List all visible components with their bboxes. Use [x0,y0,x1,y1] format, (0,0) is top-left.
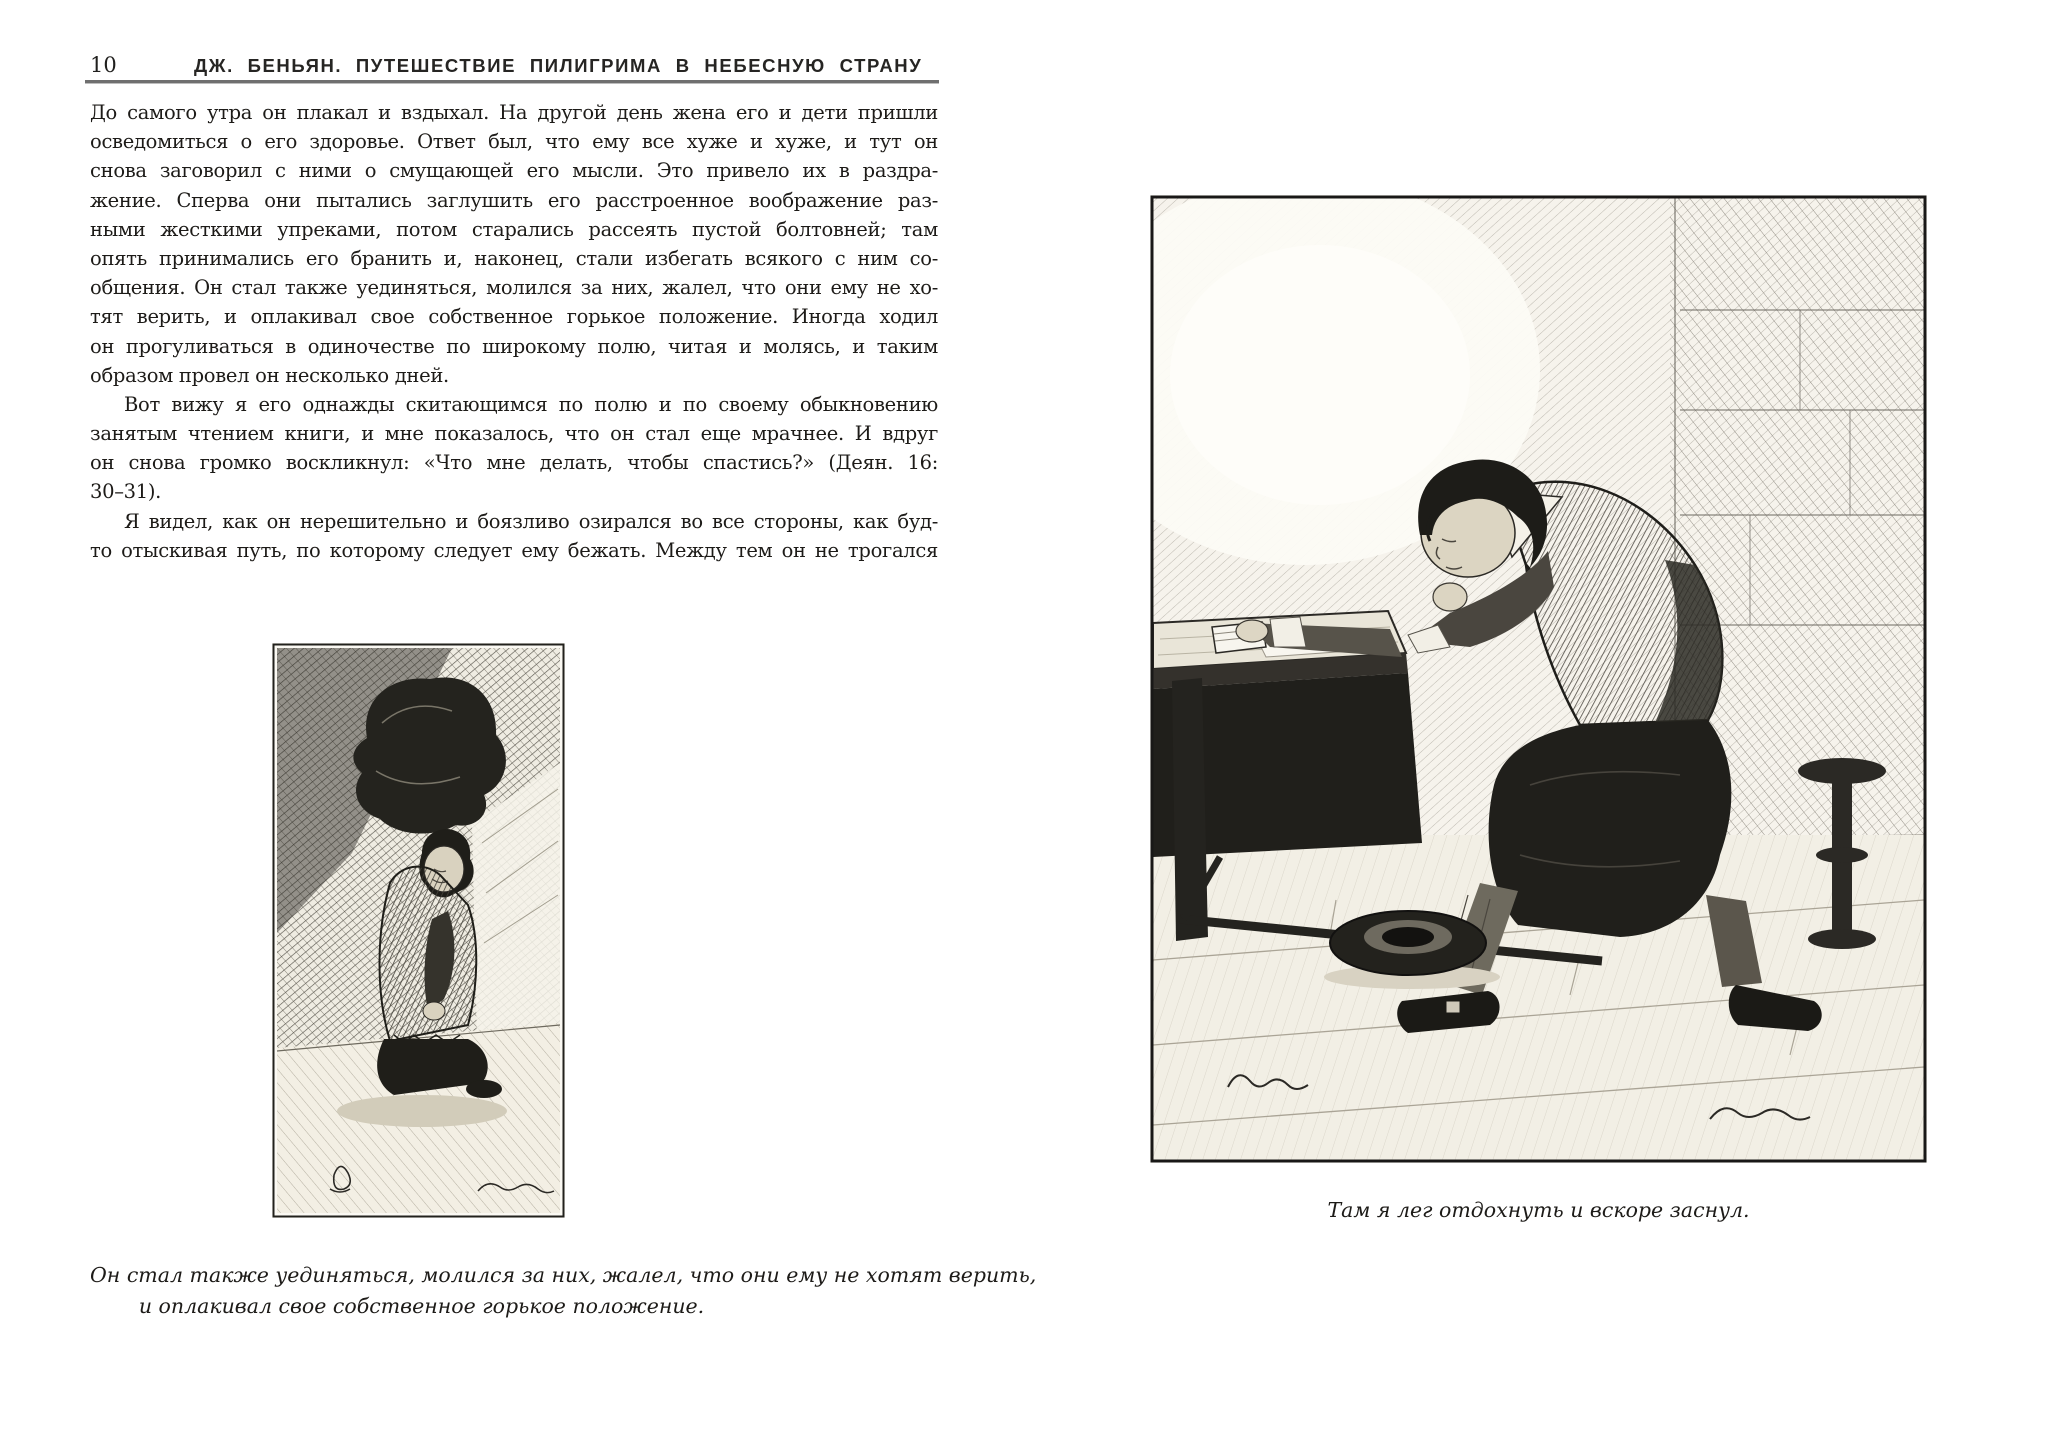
text-line: жение. Сперва они пытались заглушить его расстроенное воображение раз- [90,188,938,212]
text-line: он прогуливаться в одиночестве по широкому полю, читая и молясь, и таким [90,334,938,358]
breeches [1489,720,1732,937]
running-title: ДЖ. БЕНЬЯН. ПУТЕШЕСТВИЕ ПИЛИГРИМА В НЕБЕСНУЮ СТРАНУ [194,55,923,76]
text-line: он снова громко воскликнул: «Что мне делать, чтобы спастись?» (Деян. 16: [90,451,938,475]
text-line: 30–31). [90,480,162,504]
text-line: опять принимались его бранить и, наконец, стали избегать всякого с ним со- [90,246,938,270]
caption-line: и оплакивал свое собственное горькое положение. [138,1294,705,1318]
burden-pack [353,677,506,833]
page-number: 10 [90,53,117,77]
text-line: осведомиться о его здоровье. Ответ был, что ему все хуже и хуже, и тут он [90,130,938,154]
body-text [90,98,938,565]
far-hand [1236,620,1268,642]
engraving-burdened-man [272,643,565,1218]
text-line: то отыскивая путь, по которому следует ему бежать. Между тем он не трогался [90,538,938,562]
text-line: ными жесткими упреками, потом старались рассеять пустой болтовней; там [90,217,938,241]
paragraph [90,507,938,565]
paragraph [90,390,938,507]
text-line: Я видел, как он нерешительно и боязливо озирался во все стороны, как буд- [124,509,938,533]
left-illustration-caption [90,1260,1037,1322]
illustration-man-asleep-at-table [1150,195,1927,1163]
text-line: образом провел он несколько дней. [90,363,449,387]
text-line: снова заговорил с ними о смущающей его мысли. Это привело их в раздра- [90,159,938,183]
text-line: занятым чтением книги, и мне показалось, что он стал еще мрачнее. И вдруг [90,422,938,446]
illustration-pilgrim-with-burden [272,643,565,1218]
text-line: Вот вижу я его однажды скитающимся по полю и по своему обыкновению [124,392,938,416]
text-line: До самого утра он плакал и вздыхал. На другой день жена его и дети пришли [90,101,938,124]
figure-hands [423,1002,445,1020]
text-line: общения. Он стал также уединяться, молился за них, жалел, что они ему не хо- [90,276,938,300]
fist [1433,583,1467,611]
text-line: тят верить, и оплакивал свое собственное горькое положение. Иногда ходил [90,305,938,329]
right-illustration-caption: Там я лег отдохнуть и вскоре заснул. [1327,1198,1750,1222]
engraving-sleeping-man [1150,195,1927,1163]
caption-line: Он стал также уединяться, молился за них, жалел, что они ему не хотят верить, [90,1263,1037,1287]
shoe-buckle [1446,1001,1460,1013]
table-leg [1172,678,1208,941]
paragraph [90,98,938,390]
running-head [90,50,940,78]
header-rule [85,80,939,84]
